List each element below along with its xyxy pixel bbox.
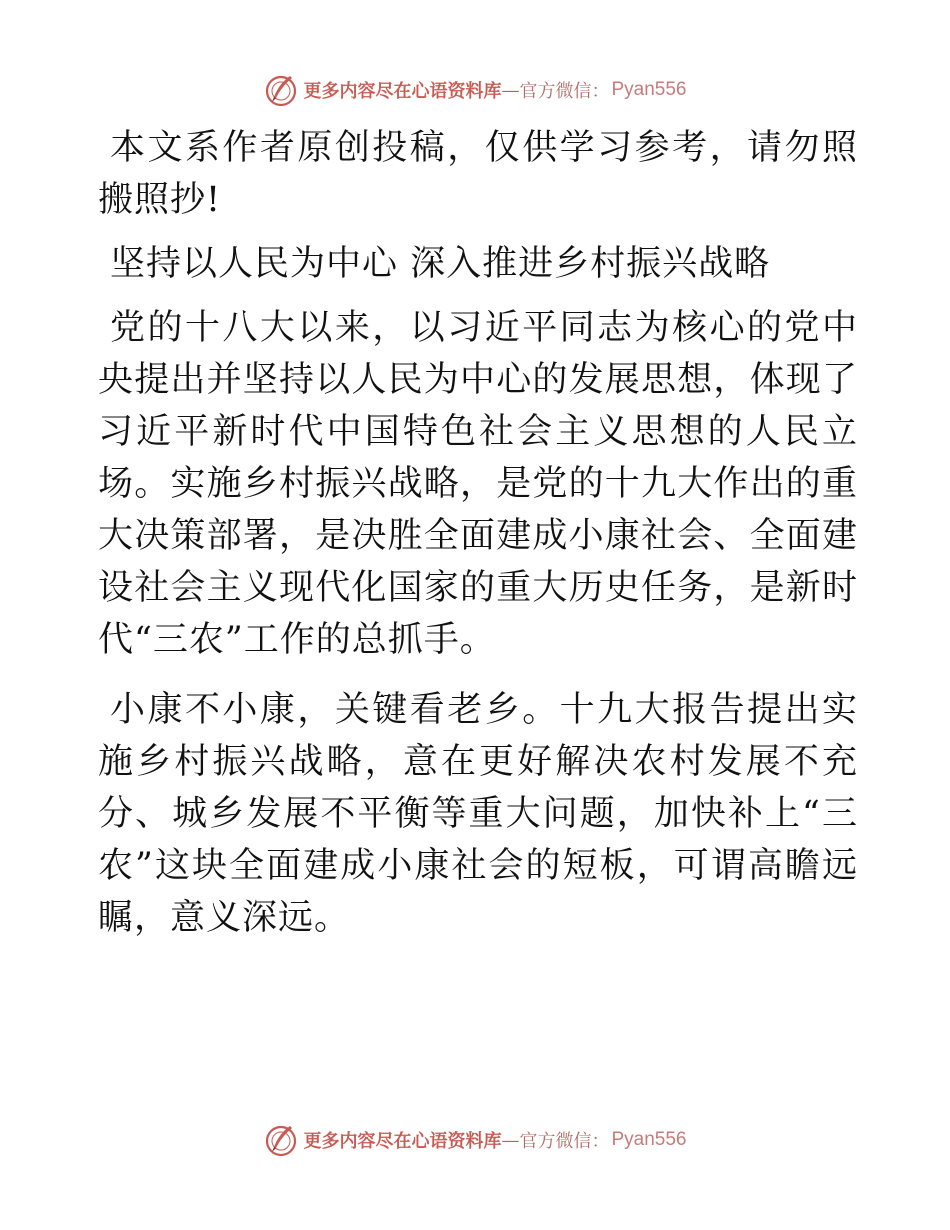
footer-dash: —: [501, 1129, 520, 1151]
paragraph-1: 党的十八大以来，以习近平同志为核心的党中央提出并坚持以人民为中心的发展思想，体现了习近平新时代中国特色社会主义思想的人民立场。实施乡村振兴战略，是党的十九大作出的重大决策部署，是决胜全面建成小康社会、全面建设社会主义现代化国家的重大历史任务，是新时代“三农”工作的总抓手。: [98, 308, 858, 660]
footer-banner: [0, 1120, 950, 1160]
banner-brand-text: 更多内容尽在心语资料库: [303, 81, 502, 102]
footer-label: 官方微信：: [519, 1131, 610, 1152]
header-banner: [0, 70, 950, 110]
banner-dash: —: [501, 79, 520, 101]
paragraph-2: 小康不小康，关键看老乡。十九大报告提出实施乡村振兴战略，意在更好解决农村发展不充分、城乡发展不平衡等重大问题，加快补上“三农”这块全面建成小康社会的短板，可谓高瞻远瞩，意义深远。: [98, 690, 858, 938]
footer-brand-text: 更多内容尽在心语资料库: [303, 1131, 502, 1152]
quill-pen-logo-icon: [263, 72, 299, 108]
document-body: [98, 122, 858, 944]
document-title: 坚持以人民为中心 深入推进乡村振兴战略: [110, 244, 771, 284]
banner-label: 官方微信：: [519, 81, 610, 102]
notice-text: 本文系作者原创投稿，仅供学习参考，请勿照搬照抄!: [98, 128, 858, 220]
quill-pen-logo-icon: [263, 1122, 299, 1158]
footer-handle: Pyan556: [611, 1129, 687, 1150]
banner-handle: Pyan556: [611, 79, 687, 100]
